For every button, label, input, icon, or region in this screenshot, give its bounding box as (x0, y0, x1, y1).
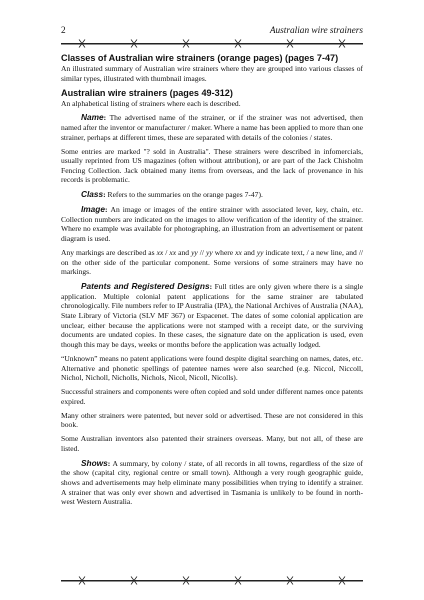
copied-paragraph: Successful strainers and components were often copied and sold under different names once patents expired. (61, 387, 363, 406)
image-paragraph: Image: An image or images of the entire strainer with associated lever, key, chain, etc. Collection numbers are indicated on the images to allow verification of the identity of the strainer. Where no example was available for photographing, an illustration from an advertisement or patent diagram is used. (61, 204, 363, 244)
shows-text: A summary, by colony / state, of all records in all towns, regardless of the size of the show (capital city, regional centre or small town). Although a very rough geographic guide, shows and advertisements may help eliminate many possibilities when trying to identify a strainer. A strainer that was only ever shown and advertised in Tasmania is unlikely to be found in north-west Western Australia. (61, 458, 363, 507)
patents-term: Patents and Registered Designs (81, 281, 210, 292)
name-text: The advertised name of the strainer, or if the strainer was not advertised, then named after the inventor or manufacturer / maker. Where a name has been applied to more than one strainer, perhaps at different times, these are separated with details of the colonies / states. (61, 113, 363, 142)
shows-term: Shows (81, 457, 108, 468)
strainers-heading: Australian wire strainers (pages 49-312) (61, 87, 233, 98)
name-paragraph: Name: The advertised name of the strainer, or if the strainer was not advertised, then named after the inventor or manufacturer / maker. Where a name has been applied to more than one strainer, perhaps at different times, these are separated with details of the colonies / states. (61, 112, 363, 142)
overseas-paragraph: Some Australian inventors also patented their strainers overseas. Many, but not all, of these are listed. (61, 434, 363, 453)
markings-paragraph: Any markings are described as xx / xx and yy // yy where xx and yy indicate text, / a new line, and // on the other side of the particular component. Some versions of some strainers may have no markings. (61, 247, 364, 277)
name-term: Name (81, 112, 104, 123)
image-text: An image or images of the entire strainer with associated lever, key, chain, etc. Collection numbers are indicated on the images to allow verification of the identity of the strainer. Where no example was available for photographing, an illustration from an advertisement or patent diagram is used. (61, 205, 363, 244)
class-text: Refers to the summaries on the orange pages 7-47). (107, 190, 263, 200)
page-number: 2 (61, 26, 66, 36)
class-term: Class (81, 189, 104, 200)
image-term: Image (81, 204, 105, 215)
barbed-wire-divider-icon (61, 576, 363, 585)
barbed-wire-divider-icon (61, 39, 363, 48)
classes-text: An illustrated summary of Australian wire strainers where they are grouped into various classes of similar types, illustrated with thumbnail images. (61, 64, 363, 83)
name-sold-note: Some entries are marked "? sold in Australia". These strainers were described in infomercials, usually reprinted from US magazines (often without attribution), or are part of the Jack Chisholm Fencing Collection. Jack obtained many items from overseas, and the lack of provenance in his records is problematic. (61, 146, 363, 185)
page-header (61, 26, 363, 38)
never-sold-paragraph: Many other strainers were patented, but never sold or advertised. These are not considered in this book. (61, 410, 363, 430)
unknown-paragraph: “Unknown” means no patent applications were found despite digital searching on names, dates, etc. Alternative and phonetic spellings of patentee names were also searched (e.g. Niccol, Niccoll, Nichol, Nicholl, Nicholls, Nichols, Nicol, Nicoll, Nicolls). (61, 353, 363, 383)
classes-heading: Classes of Australian wire strainers (orange pages) (pages 7-47) (61, 53, 339, 63)
patents-text: Full titles are only given where there is a single application. Multiple colonial patent applications for the same strainer are tabulated chronologically. File numbers refer to IP Australia (IPA), the National Archives of Australia (NAA), State Library of Victoria (SLV MF 367) or Espacenet. The dates of some colonial application are unclear, either because the applications were not stamped with a receipt date, or the surviving documents are undated copies. In these cases, the signature date on the application is used, even though this may be days, weeks or months before the application was actually lodged. (61, 282, 364, 350)
shows-paragraph: Shows: A summary, by colony / state, of all records in all towns, regardless of the size of the show (capital city, regional centre or small town). Although a very rough geographic guide, shows and advertisements may help eliminate many possibilities when trying to identify a strainer. A strainer that was only ever shown and advertised in Tasmania is unlikely to be found in north-west Western Australia. (61, 457, 363, 507)
patents-paragraph: Patents and Registered Designs: Full titles are only given where there is a single application. Multiple colonial patent applications for the same strainer are tabulated chronologically. File numbers refer to IP Australia (IPA), the National Archives of Australia (NAA), State Library of Victoria (SLV MF 367) or Espacenet. The dates of some colonial application are unclear, either because the applications were not stamped with a receipt date, or the surviving documents are undated copies. In these cases, the signature date on the application is used, even though this may be days, weeks or months before the application was actually lodged. (61, 281, 364, 350)
running-title: Australian wire strainers (269, 26, 363, 36)
class-paragraph: Class: Refers to the summaries on the orange pages 7-47). (81, 189, 263, 200)
strainers-text: An alphabetical listing of strainers where each is described. (61, 98, 241, 108)
